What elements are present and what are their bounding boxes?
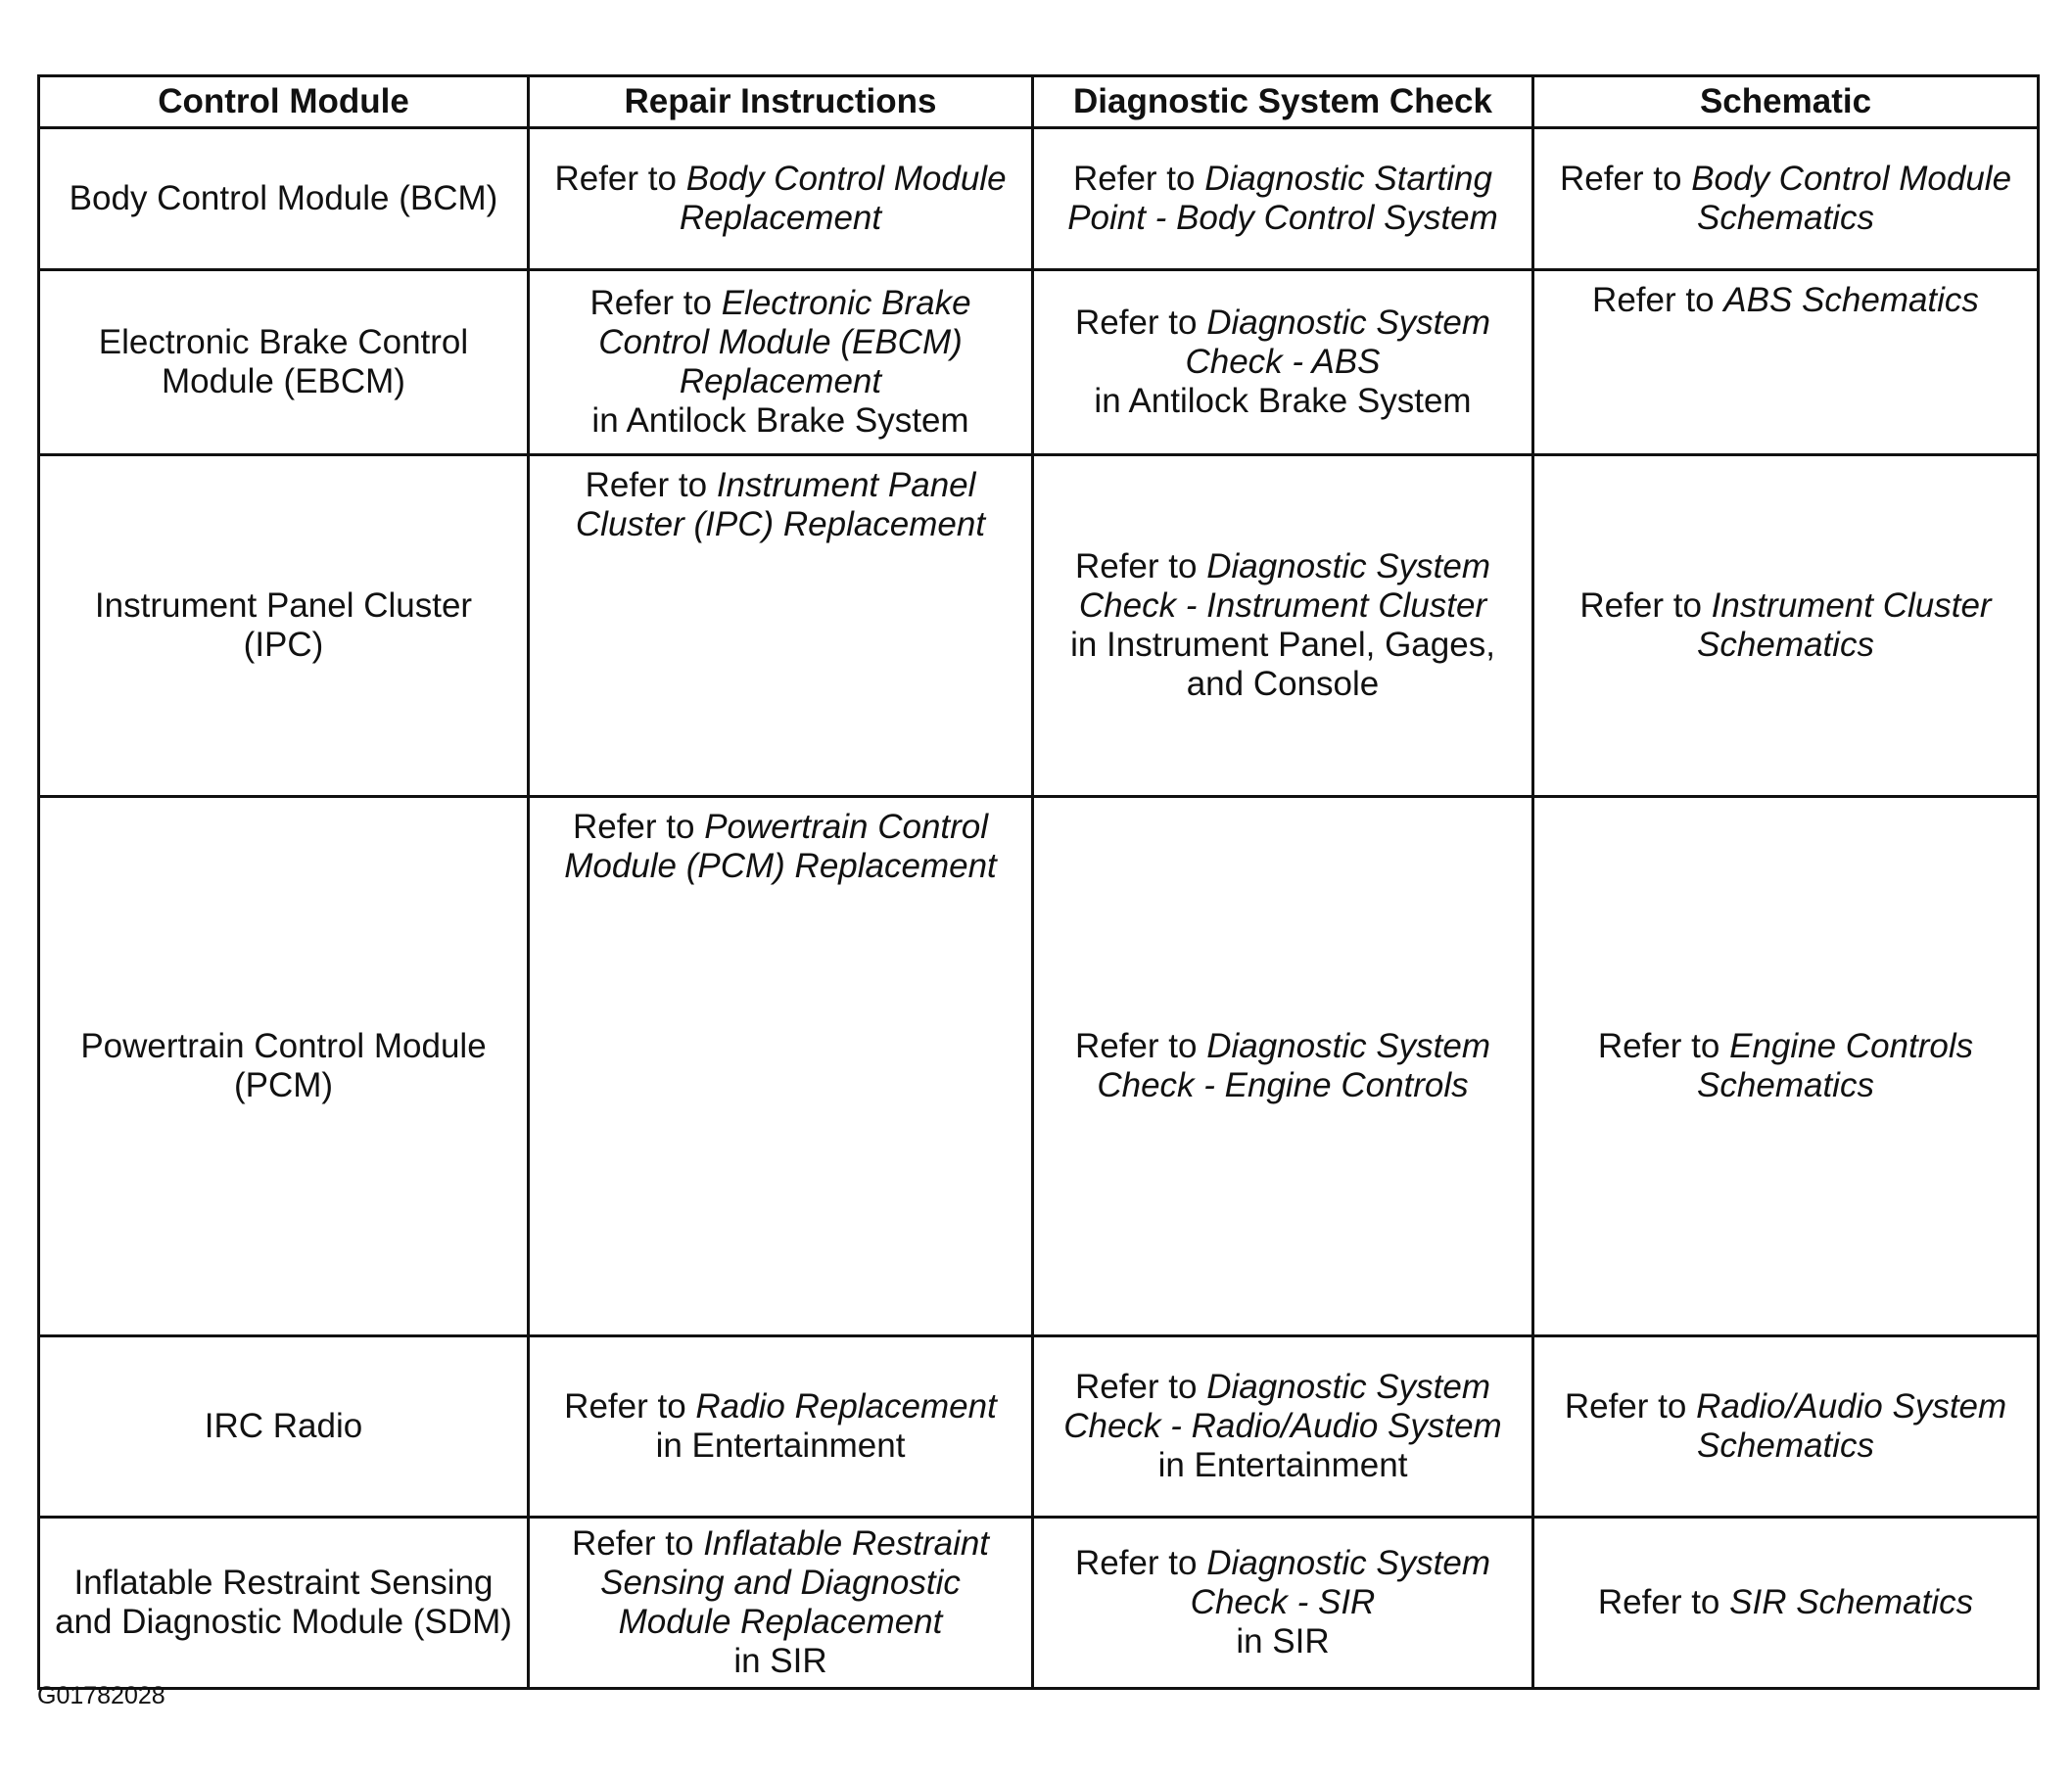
schematic-cell bbox=[1533, 455, 2039, 797]
schematic-cell bbox=[1533, 128, 2039, 270]
ref-link-text: Inflatable Restraint Sensing and Diagnostic Module Replacement bbox=[600, 1524, 990, 1641]
ref-lead: Refer to bbox=[572, 808, 705, 846]
ref-link-text: Diagnostic Starting Point - Body Control System bbox=[1067, 160, 1498, 237]
ref-lead: Refer to bbox=[564, 1387, 696, 1426]
module-name-cell: Inflatable Restraint Sensing and Diagnostic Module (SDM) bbox=[39, 1518, 529, 1689]
ref-link-text: Diagnostic System Check - ABS bbox=[1185, 304, 1491, 381]
diagnostic-check-cell bbox=[1033, 1336, 1533, 1518]
repair-instructions-cell bbox=[529, 128, 1033, 270]
table-row bbox=[39, 1336, 2039, 1518]
table-row bbox=[39, 797, 2039, 1336]
table-header-row bbox=[39, 76, 2039, 128]
diagnostic-check-cell bbox=[1033, 1518, 1533, 1689]
module-name-cell: Body Control Module (BCM) bbox=[39, 128, 529, 270]
ref-link-text: Radio Replacement bbox=[695, 1387, 997, 1426]
module-name-cell: Powertrain Control Module (PCM) bbox=[39, 797, 529, 1336]
ref-tail: in SIR bbox=[1236, 1622, 1330, 1660]
schematic-cell bbox=[1533, 797, 2039, 1336]
repair-instructions-cell bbox=[529, 455, 1033, 797]
ref-lead: Refer to bbox=[1579, 586, 1712, 625]
ref-tail: in Instrument Panel, Gages, and Console bbox=[1070, 626, 1495, 703]
ref-lead: Refer to bbox=[1564, 1387, 1697, 1426]
control-module-reference-table bbox=[37, 74, 2040, 1690]
ref-link-text: Diagnostic System Check - Radio/Audio System bbox=[1063, 1368, 1502, 1445]
header-diagnostic-system-check: Diagnostic System Check bbox=[1033, 76, 1533, 128]
ref-lead: Refer to bbox=[1597, 1583, 1730, 1621]
diagnostic-check-cell bbox=[1033, 797, 1533, 1336]
repair-instructions-cell bbox=[529, 270, 1033, 455]
ref-link-text: SIR Schematics bbox=[1729, 1583, 1974, 1621]
header-repair-instructions: Repair Instructions bbox=[529, 76, 1033, 128]
repair-instructions-cell bbox=[529, 1336, 1033, 1518]
repair-instructions-cell bbox=[529, 797, 1033, 1336]
ref-link-text: Body Control Module Schematics bbox=[1691, 160, 2012, 237]
ref-link-text: Powertrain Control Module (PCM) Replacement bbox=[564, 808, 997, 885]
figure-id: G01782028 bbox=[37, 1682, 165, 1709]
header-control-module: Control Module bbox=[39, 76, 529, 128]
header-schematic: Schematic bbox=[1533, 76, 2039, 128]
ref-link-text: Instrument Panel Cluster (IPC) Replacement bbox=[575, 466, 986, 543]
ref-link-text: ABS Schematics bbox=[1723, 281, 1979, 319]
table-row bbox=[39, 455, 2039, 797]
repair-instructions-cell bbox=[529, 1518, 1033, 1689]
ref-tail: in Entertainment bbox=[1157, 1446, 1408, 1484]
ref-lead: Refer to bbox=[1074, 1544, 1207, 1582]
ref-lead: Refer to bbox=[1592, 281, 1724, 319]
ref-tail: in Entertainment bbox=[655, 1426, 906, 1465]
module-name-cell: Instrument Panel Cluster (IPC) bbox=[39, 455, 529, 797]
ref-lead: Refer to bbox=[1074, 1368, 1207, 1406]
diagnostic-check-cell bbox=[1033, 128, 1533, 270]
ref-link-text: Diagnostic System Check - Engine Controls bbox=[1097, 1027, 1491, 1104]
ref-lead: Refer to bbox=[1073, 160, 1205, 198]
schematic-cell bbox=[1533, 1518, 2039, 1689]
ref-lead: Refer to bbox=[1597, 1027, 1730, 1065]
ref-lead: Refer to bbox=[1559, 160, 1692, 198]
ref-link-text: Electronic Brake Control Module (EBCM) Replacement bbox=[598, 284, 971, 400]
ref-lead: Refer to bbox=[1074, 547, 1207, 585]
ref-tail: in SIR bbox=[733, 1642, 827, 1680]
ref-lead: Refer to bbox=[585, 466, 717, 504]
ref-tail: in Antilock Brake System bbox=[1094, 382, 1472, 420]
ref-link-text: Diagnostic System Check - Instrument Cluster bbox=[1078, 547, 1491, 625]
ref-link-text: Radio/Audio System Schematics bbox=[1696, 1387, 2007, 1465]
ref-lead: Refer to bbox=[1074, 1027, 1207, 1065]
ref-tail: in Antilock Brake System bbox=[591, 401, 969, 440]
table-row bbox=[39, 270, 2039, 455]
ref-link-text: Engine Controls Schematics bbox=[1697, 1027, 1974, 1104]
ref-link-text: Body Control Module Replacement bbox=[679, 160, 1007, 237]
ref-lead: Refer to bbox=[554, 160, 686, 198]
ref-lead: Refer to bbox=[1074, 304, 1207, 342]
table-row bbox=[39, 128, 2039, 270]
ref-lead: Refer to bbox=[589, 284, 722, 322]
ref-link-text: Diagnostic System Check - SIR bbox=[1190, 1544, 1491, 1621]
module-name-cell: IRC Radio bbox=[39, 1336, 529, 1518]
diagnostic-check-cell bbox=[1033, 455, 1533, 797]
module-name-cell: Electronic Brake Control Module (EBCM) bbox=[39, 270, 529, 455]
schematic-cell bbox=[1533, 270, 2039, 455]
diagnostic-check-cell bbox=[1033, 270, 1533, 455]
table-row bbox=[39, 1518, 2039, 1689]
ref-link-text: Instrument Cluster Schematics bbox=[1697, 586, 1992, 664]
schematic-cell bbox=[1533, 1336, 2039, 1518]
ref-lead: Refer to bbox=[571, 1524, 704, 1563]
